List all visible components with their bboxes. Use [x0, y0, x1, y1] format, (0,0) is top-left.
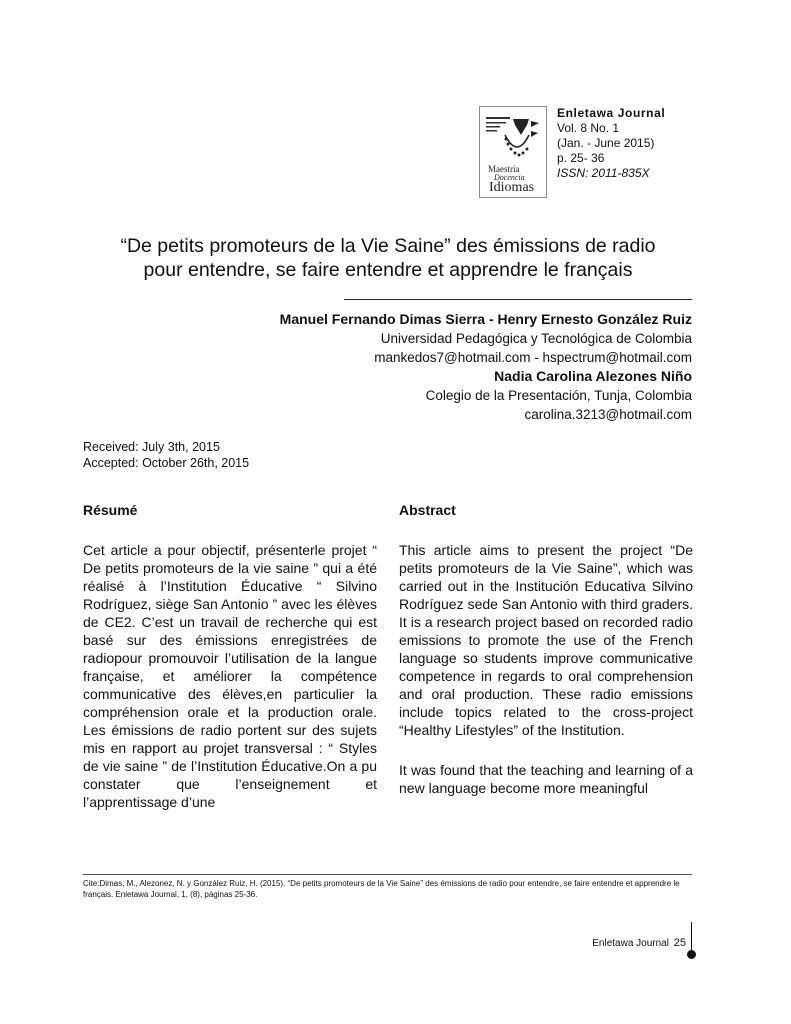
- title-divider: [344, 299, 692, 300]
- abstract-heading: Abstract: [399, 502, 456, 518]
- accepted-date: Accepted: October 26th, 2015: [83, 456, 250, 470]
- author-email-2: carolina.3213@hotmail.com: [524, 407, 692, 422]
- citation-divider: [83, 874, 692, 875]
- footer-journal-name: Enletawa Journal: [592, 938, 669, 949]
- page-number: 25: [673, 937, 686, 949]
- journal-issn: ISSN: 2011-835X: [557, 166, 650, 180]
- logo-graphic: [483, 111, 543, 163]
- logo-word-maestria: Maestría: [488, 164, 520, 174]
- abstract-column: [399, 501, 693, 819]
- footer-rule: [691, 922, 692, 953]
- journal-volume: Vol. 8 No. 1: [557, 121, 620, 135]
- page-footer: [592, 937, 686, 949]
- article-title: [60, 234, 716, 282]
- journal-period: (Jan. - June 2015): [557, 136, 655, 150]
- resume-text: Cet article a pour objectif, présenterle projet “ De petits promoteurs de la vie saine ” qui a été réalisé à l’Institution Éducative “ Silvino Rodríguez, siège San Antonio ” avec les élèves de CE2. C’est un travail de recherche qui est basé sur des émissions enregistrées de radiopour promouvoir l’utilisation de la langue française, et améliorer la compétence communicative des élèves,en particulier la compréhension orale et la production orale. Les émissions de radio portent sur des sujets mis en rapport au projet transversal : “ Styles de vie saine ” de l’Institution Éducative.On a pu constater que l’enseignement et l’apprentissage d’une: [83, 542, 377, 810]
- logo-word-idiomas: Idiomas: [489, 180, 535, 195]
- author-emails-1: mankedos7@hotmail.com - hspectrum@hotmail.com: [374, 350, 692, 365]
- author-name-2: Nadia Carolina Alezones Niño: [494, 368, 692, 384]
- journal-pages: p. 25- 36: [557, 151, 605, 165]
- journal-info: [557, 106, 665, 181]
- journal-logo: [479, 106, 547, 198]
- footer-dot: [687, 950, 696, 959]
- abstract-paragraph-2: It was found that the teaching and learning of a new language become more meaningful: [399, 762, 693, 796]
- author-block: [280, 310, 692, 424]
- author-affiliation-2: Colegio de la Presentación, Tunja, Colombia: [425, 388, 692, 403]
- citation-text: Cite:Dimas, M., Alezonez, N. y González Ruiz, H. (2015). “De petits promoteurs de la Vie Saine” des émissions de radio pour entendre, se faire entendre et apprendre le français. Enletawa Journal, 1, (8), páginas 25-36.: [83, 879, 680, 899]
- received-date: Received: July 3th, 2015: [83, 440, 220, 454]
- logo-word-docencia: Docencia: [494, 173, 525, 182]
- abstract-paragraph-1: This article aims to present the project “De petits promoteurs de la Vie Saine”, which was carried out in the Institución Educativa Silvino Rodríguez sede San Antonio with third graders. It is a research project based on recorded radio emissions to promote the use of the French language so students improve communicative competence in regards to oral comprehension and oral production. These radio emissions include topics related to the cross-project “Healthy Lifestyles” of the Institution.: [399, 542, 693, 738]
- title-line-1: “De petits promoteurs de la Vie Saine” des émissions de radio: [120, 235, 656, 257]
- author-names-1: Manuel Fernando Dimas Sierra - Henry Ernesto González Ruiz: [279, 311, 692, 327]
- title-line-2: pour entendre, se faire entendre et apprendre le français: [143, 259, 633, 281]
- article-dates: [83, 439, 249, 471]
- journal-name: Enletawa Journal: [557, 106, 666, 120]
- author-affiliation-1: Universidad Pedagógica y Tecnológica de Colombia: [380, 331, 692, 346]
- resume-heading: Résumé: [83, 502, 138, 518]
- resume-column: [83, 501, 377, 833]
